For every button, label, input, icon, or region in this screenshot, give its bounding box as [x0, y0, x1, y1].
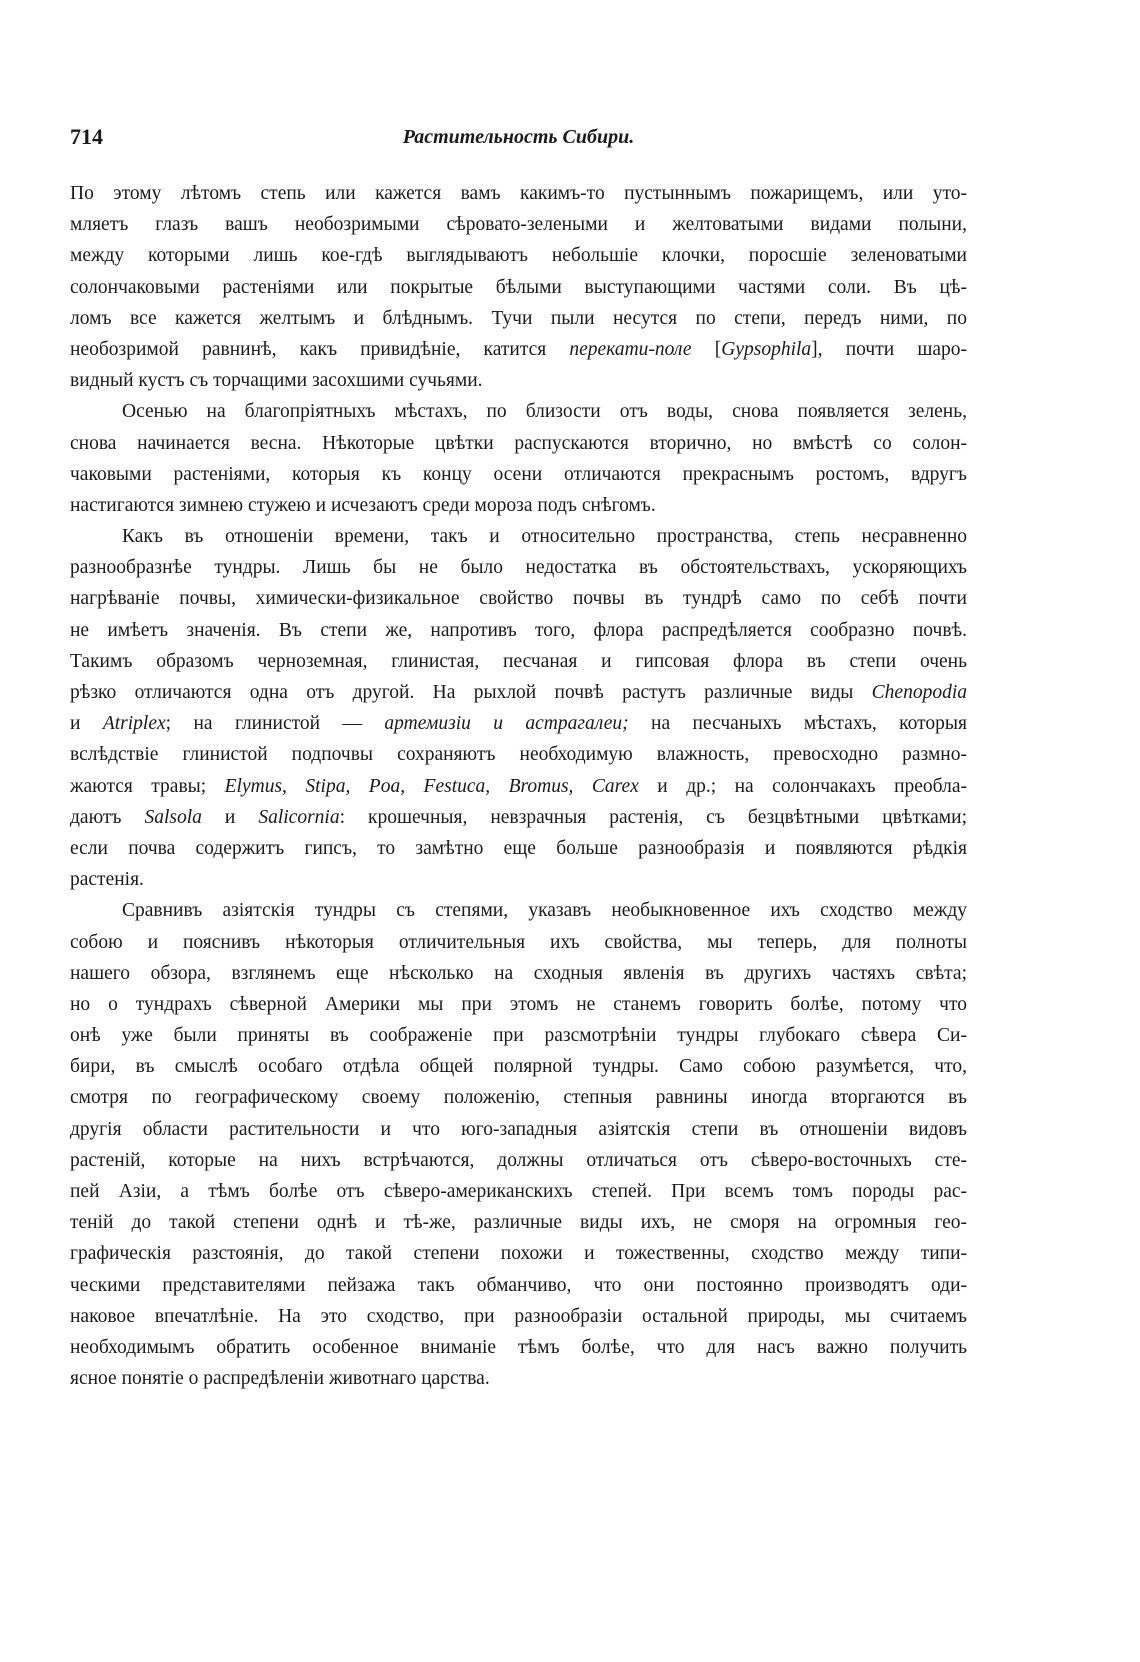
italic-term: артемизіи и астрагалеи; [384, 713, 629, 735]
text-segment: теній до такой степени однѣ и тѣ-же, различные виды ихъ, не сморя на огромныя гео- [70, 1212, 967, 1234]
page-header [70, 124, 967, 154]
text-line [70, 615, 967, 646]
text-line [70, 583, 967, 614]
paragraph [70, 178, 967, 396]
italic-term: Salicornia [258, 806, 340, 828]
text-line [70, 1020, 967, 1051]
italic-term: Atriplex [102, 713, 166, 735]
text-line [70, 303, 967, 334]
text-segment: мляетъ глазъ вашъ необозримыми сѣровато-зелеными и желтоватыми видами полыни, [70, 214, 967, 236]
text-segment: собою и пояснивъ нѣкоторыя отличительныя ихъ свойства, мы теперь, для полноты [70, 931, 967, 953]
text-segment: онѣ уже были приняты въ соображеніе при разсмотрѣніи тундры глубокаго сѣвера Си- [70, 1025, 967, 1047]
text-segment: рѣзко отличаются одна отъ другой. На рыхлой почвѣ растутъ различные виды [70, 682, 872, 703]
text-segment: необходимымъ обратить особенное вниманіе тѣмъ болѣе, что для насъ важно получить [70, 1336, 967, 1358]
text-segment: даютъ [70, 806, 145, 828]
text-line [70, 521, 967, 552]
text-segment: другія области растительности и что юго-западныя азіятскія степи въ отношеніи видовъ [70, 1118, 967, 1140]
text-line [70, 1207, 967, 1238]
text-segment: наковое впечатлѣніе. На это сходство, при разнообразіи остальной природы, мы считаемъ [70, 1305, 967, 1327]
text-line [70, 1301, 967, 1332]
text-segment: но о тундрахъ сѣверной Америки мы при этомъ не станемъ говорить болѣе, потому что [70, 993, 967, 1015]
text-segment: ясное понятіе о распредѣленіи животнаго царства. [70, 1368, 490, 1390]
text-line [70, 771, 967, 802]
text-segment: ], почти шаро- [811, 338, 967, 360]
text-segment: Какъ въ отношеніи времени, такъ и относительно пространства, степь несравненно [122, 526, 967, 548]
text-segment: если почва содержитъ гипсъ, то замѣтно еще больше разнообразія и появляются рѣдкія [70, 837, 967, 859]
text-line [70, 1176, 967, 1207]
text-line [70, 927, 967, 958]
text-segment: чаковыми растеніями, которыя къ концу осени отличаются прекраснымъ ростомъ, вдругъ [70, 463, 967, 485]
text-segment: и [70, 713, 103, 735]
text-segment: бири, въ смыслѣ особаго отдѣла общей полярной тундры. Само собою разумѣется, что, [70, 1056, 967, 1078]
running-title: Растительность Сибири. [402, 126, 635, 148]
text-line [70, 272, 967, 303]
text-segment: вслѣдствіе глинистой подпочвы сохраняютъ необходимую влажность, превосходно размно- [70, 744, 967, 766]
body-text [70, 178, 967, 1394]
italic-term: Chenopodia [871, 682, 967, 703]
text-segment: По этому лѣтомъ степь или кажется вамъ какимъ-то пустыннымъ пожарищемъ, или уто- [70, 183, 967, 204]
text-line [70, 334, 967, 365]
text-line [70, 833, 967, 864]
text-segment: на песчаныхъ мѣстахъ, которыя [628, 713, 967, 735]
text-line [70, 396, 967, 427]
text-line [70, 895, 967, 926]
text-segment: видный кустъ съ торчащими засохшими сучьями. [70, 370, 483, 392]
text-segment: Такимъ образомъ черноземная, глинистая, песчаная и гипсовая флора въ степи очень [70, 650, 967, 672]
text-segment: Сравнивъ азіятскія тундры съ степями, указавъ необыкновенное ихъ сходство между [122, 900, 967, 922]
text-segment: ческими представителями пейзажа такъ обманчиво, что они постоянно производятъ оди- [70, 1274, 967, 1296]
text-segment: и др.; на солончакахъ преобла- [638, 775, 967, 797]
text-segment: жаются травы; [70, 775, 225, 797]
text-line [70, 178, 967, 209]
text-line [70, 1082, 967, 1113]
text-segment: растеній, которые на нихъ встрѣчаются, должны отличаться отъ сѣверо-восточныхъ сте- [70, 1149, 967, 1171]
paragraph [70, 895, 967, 1394]
page-number: 714 [70, 124, 103, 149]
text-segment: нагрѣваніе почвы, химически-физикальное свойство почвы въ тундрѣ само по себѣ почти [70, 588, 967, 610]
text-line [70, 739, 967, 770]
paragraph [70, 396, 967, 521]
text-line [70, 365, 967, 396]
text-segment: ломъ все кажется желтымъ и блѣднымъ. Тучи пыли несутся по степи, передъ ними, по [70, 307, 967, 329]
text-segment: растенія. [70, 869, 144, 891]
paragraph [70, 521, 967, 895]
text-line [70, 209, 967, 240]
text-segment: ; на глинистой — [165, 713, 385, 735]
text-segment: настигаются зимнею стужею и исчезаютъ среди мороза подъ снѣгомъ. [70, 494, 656, 516]
text-line [70, 490, 967, 521]
text-segment: необозримой равнинѣ, какъ привидѣніе, катится [70, 338, 570, 360]
text-segment: между которыми лишь кое-гдѣ выглядываютъ небольшіе клочки, поросшіе зеленоватыми [70, 245, 967, 267]
text-line [70, 864, 967, 895]
text-segment: Осенью на благопріятныхъ мѣстахъ, по близости отъ воды, снова появляется зелень, [122, 401, 967, 423]
text-line [70, 677, 967, 708]
text-segment: и [201, 806, 259, 828]
text-segment: смотря по географическому своему положенію, степныя равнины иногда вторгаются въ [70, 1087, 967, 1109]
text-segment: графическія разстоянія, до такой степени похожи и тожественны, сходство между типи- [70, 1243, 967, 1265]
text-line [70, 958, 967, 989]
text-segment: разнообразнѣе тундры. Лишь бы не было недостатка въ обстоятельствахъ, ускоряющихъ [70, 557, 967, 579]
text-line [70, 989, 967, 1020]
text-segment: солончаковыми растеніями или покрытые бѣлыми выступающими частями соли. Въ цѣ- [70, 276, 967, 298]
italic-term: Gypsophila [721, 338, 812, 360]
text-line [70, 1238, 967, 1269]
italic-term: Salsola [144, 806, 202, 828]
text-line [70, 1270, 967, 1301]
text-line [70, 646, 967, 677]
text-line [70, 1051, 967, 1082]
text-line [70, 1114, 967, 1145]
text-segment: : крошечныя, невзрачныя растенія, съ безцвѣтными цвѣтками; [339, 806, 968, 828]
italic-term: перекати-поле [569, 338, 692, 360]
text-line [70, 552, 967, 583]
text-line [70, 240, 967, 271]
text-line [70, 428, 967, 459]
text-segment: снова начинается весна. Нѣкоторые цвѣтки распускаются вторично, но вмѣстѣ со солон- [70, 432, 967, 454]
text-line [70, 1145, 967, 1176]
text-line [70, 708, 967, 739]
text-segment: [ [691, 338, 722, 360]
text-segment: нашего обзора, взглянемъ еще нѣсколько на сходныя явленія въ другихъ частяхъ свѣта; [70, 962, 967, 984]
text-line [70, 802, 967, 833]
italic-term: Elymus, Stipa, Poa, Festuca, Bromus, Carex [224, 775, 639, 797]
text-segment: не имѣетъ значенія. Въ степи же, напротивъ того, флора распредѣляется сообразно почвѣ. [70, 619, 967, 641]
text-line [70, 459, 967, 490]
text-line [70, 1332, 967, 1363]
text-segment: пей Азіи, а тѣмъ болѣе отъ сѣверо-американскихъ степей. При всемъ томъ породы рас- [70, 1181, 967, 1202]
text-line [70, 1363, 967, 1394]
